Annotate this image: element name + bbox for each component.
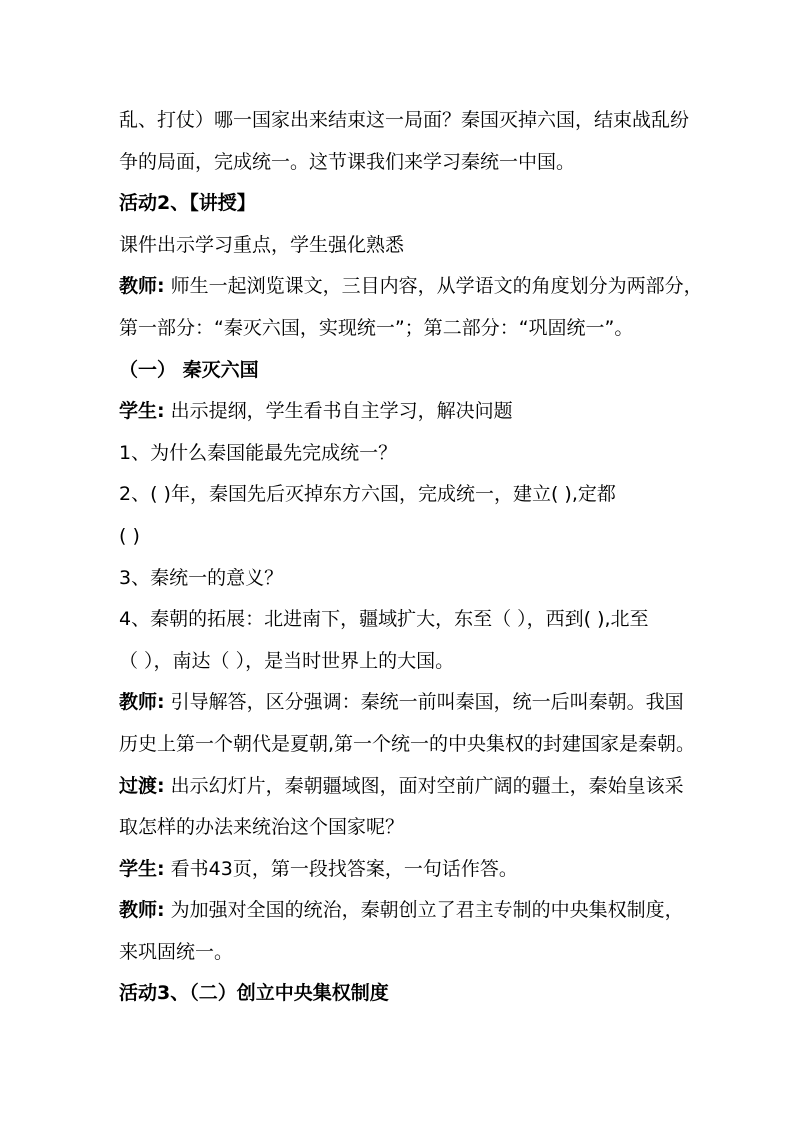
heading-text: 活动2、【讲授】 [119,192,256,215]
speaker-label: 教师: [119,275,165,298]
line-text: ( ) [119,524,140,547]
question-line [119,474,679,516]
paragraph-line [119,766,684,808]
paragraph-line [119,100,690,142]
question-line [119,433,679,475]
line-text: 3、秦统一的意义？ [119,566,284,589]
paragraph-line [119,682,684,724]
speaker-label: 教师: [119,691,165,714]
document-body [119,100,703,1015]
line-text: 师生一起浏览课文，三目内容，从学语文的角度划分为两部分， [164,275,703,298]
line-text: 为加强对全国的统治，秦朝创立了君主专制的中央集权制度， [164,899,684,922]
line-text: 课件出示学习重点，学生强化熟悉 [119,233,405,256]
question-line [119,558,679,600]
section-heading [119,350,679,392]
line-text: 2、( )年，秦国先后灭掉东方六国，完成统一，建立( ),定都 [119,483,616,506]
line-text: 引导解答，区分强调：秦统一前叫秦国，统一后叫秦朝。我国 [164,691,684,714]
paragraph-line [119,225,679,267]
heading-text: （一） 秦灭六国 [119,358,259,381]
paragraph-line [119,266,703,308]
heading-text: 活动3、（二）创立中央集权制度 [119,982,389,1005]
speaker-label: 过渡: [119,774,165,797]
speaker-label: 学生: [119,857,165,880]
section-heading [119,973,679,1015]
line-text: （ ），南达（ ），是当时世界上的大国。 [119,649,455,672]
question-line [119,516,679,558]
line-text: 看书43页，第一段找答案，一句话作答。 [164,857,518,880]
line-text: 出示幻灯片，秦朝疆域图，面对空前广阔的疆土，秦始皇该采 [164,774,684,797]
line-text: 历史上第一个朝代是夏朝,第一个统一的中央集权的封建国家是秦朝。 [119,732,696,755]
section-heading [119,183,679,225]
paragraph-line [119,391,679,433]
speaker-label: 学生: [119,400,165,423]
paragraph-line [119,724,696,766]
line-text: 争的局面，完成统一。这节课我们来学习秦统一中国。 [119,150,576,173]
paragraph-line [119,890,684,932]
line-text: 1、为什么秦国能最先完成统一？ [119,441,398,464]
paragraph-line [119,932,679,974]
line-text: 4、秦朝的拓展：北进南下，疆域扩大，东至（ ），西到( ),北至 [119,608,649,631]
line-text: 第一部分：“秦灭六国，实现统一”；第二部分：“巩固统一”。 [119,316,634,339]
speaker-label: 教师: [119,899,165,922]
line-text: 来巩固统一。 [119,940,234,963]
question-line [119,641,679,683]
paragraph-line [119,308,679,350]
paragraph-line [119,807,679,849]
paragraph-line [119,142,679,184]
question-line [119,599,679,641]
line-text: 乱、打仗）哪一国家出来结束这一局面？秦国灭掉六国，结束战乱纷 [119,109,690,131]
paragraph-line [119,849,679,891]
line-text: 取怎样的办法来统治这个国家呢？ [119,816,405,839]
line-text: 出示提纲，学生看书自主学习，解决问题 [164,400,513,423]
